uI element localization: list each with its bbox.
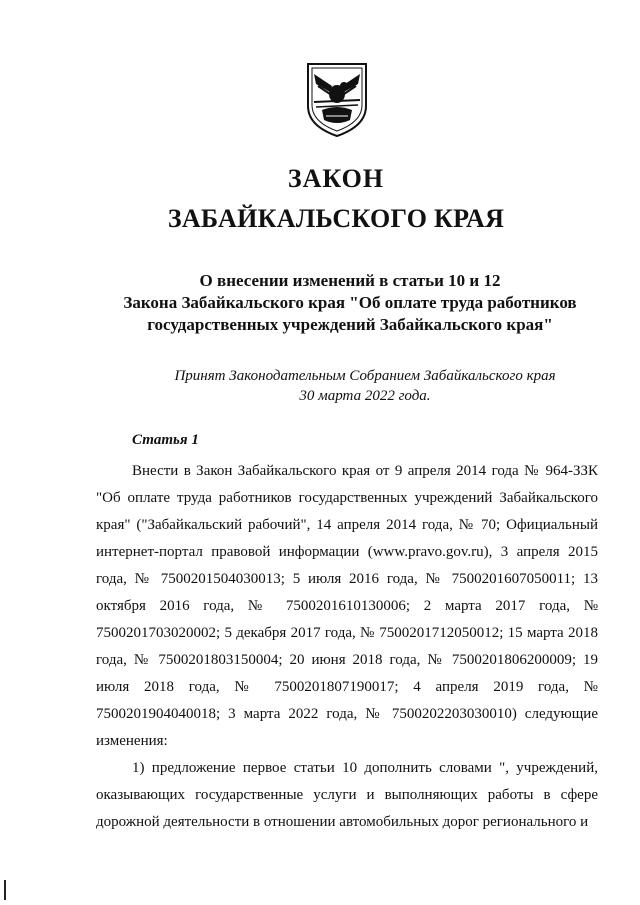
article-paragraph-1: Внести в Закон Забайкальского края от 9 апреля 2014 года № 964-ЗЗК "Об оплате труда работников государственных учреждений Забайкальского края" ("Забайкальский рабочий", 14 апреля 2014 года, № 70; Официальный интернет-портал правовой информации (www.pravo.gov.ru), 3 апреля 2015 года, № 7500201504030013; 5 июля 2016 года, № 7500201607050011; 13 октября 2016 года, № 7500201610130006; 2 марта 2017 года, № 7500201703020002; 5 декабря 2017 года, № 7500201712050012; 15 марта 2018 года, № 7500201803150004; 20 июня 2018 года, № 7500201806200009; 19 июля 2018 года, № 7500201807190017; 4 апреля 2019 года, № 7500201904040018; 3 марта 2022 года, № 7500202203030010) следующие изменения: <box>96 463 598 749</box>
adoption-line1: Принят Законодательным Собранием Забайкальского края <box>174 368 556 384</box>
article-paragraph-2: 1) предложение первое статьи 10 дополнить словами ", учреждений, оказывающих государственные услуги и выполняющих работы в сфере дорожной деятельности в отношении автомобильных дорог регионального и <box>96 760 598 830</box>
scan-edge-mark <box>4 880 6 900</box>
article-body <box>96 458 598 836</box>
subtitle-line2: Закона Забайкальского края "Об оплате труда работников <box>123 293 577 312</box>
subtitle-line1: О внесении изменений в статьи 10 и 12 <box>199 271 501 290</box>
adoption-note <box>150 366 580 406</box>
subtitle-line3: государственных учреждений Забайкальского края" <box>147 315 553 334</box>
coat-of-arms-emblem <box>302 60 372 138</box>
article-heading: Статья 1 <box>132 432 199 448</box>
adoption-line2: 30 марта 2022 года. <box>299 388 431 404</box>
document-title-line1: ЗАКОН <box>287 164 385 193</box>
law-subtitle <box>100 270 600 336</box>
document-title-line2: ЗАБАЙКАЛЬСКОГО КРАЯ <box>167 204 505 233</box>
